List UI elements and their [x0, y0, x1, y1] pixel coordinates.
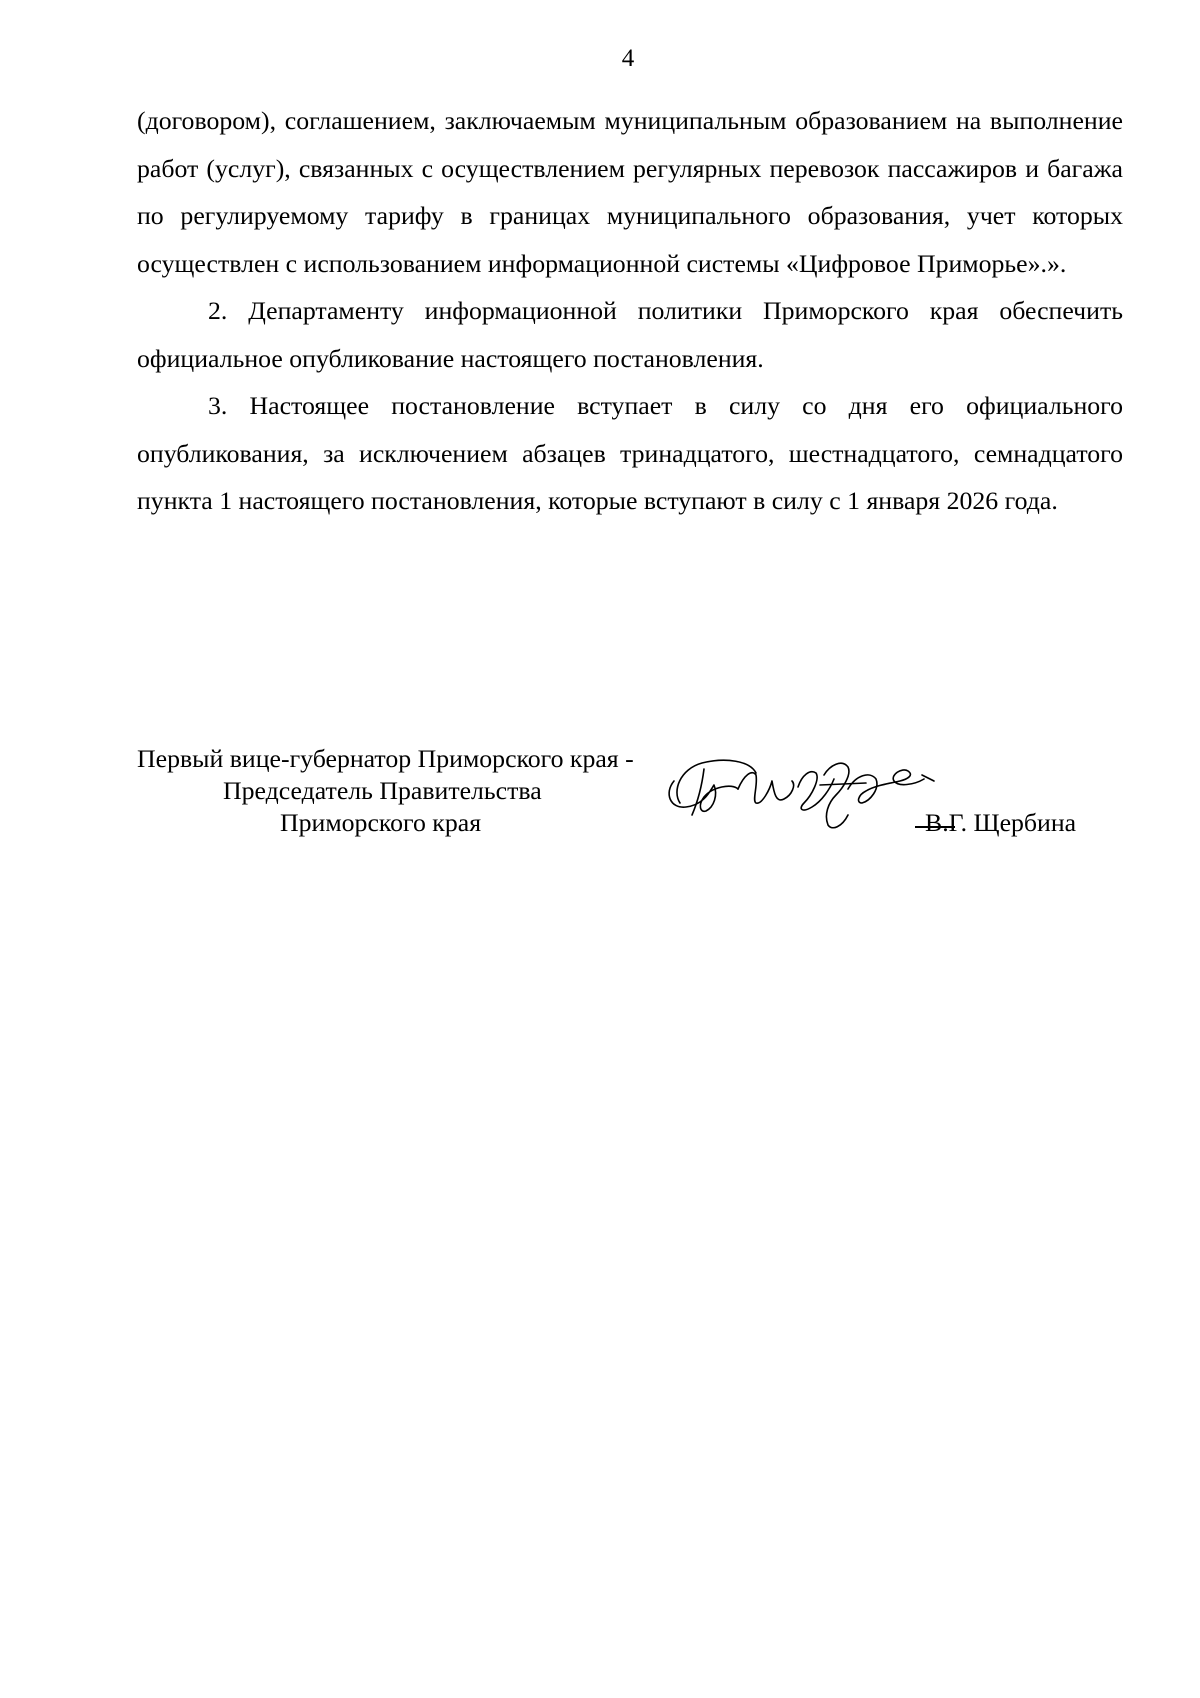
handwritten-signature: [652, 745, 942, 850]
signer-position-line-3: Приморского края: [280, 808, 482, 837]
signer-name: В.Г. Щербина: [925, 808, 1077, 837]
paragraph-continuation: (договором), соглашением, заключаемым муниципальным образованием на выполнение работ (услуг), связанных с осуществлением регулярных перевозок пассажиров и багажа по регулируемому тарифу в границах муниципального образования, учет которых осуществлен с использованием информационной системы «Цифровое Приморье».».: [137, 106, 1123, 278]
page-number: 4: [621, 45, 635, 72]
paragraph-item-3: 3. Настоящее постановление вступает в силу со дня его официального опубликования, за исключением абзацев тринадцатого, шестнадцатого, семнадцатого пункта 1 настоящего постановления, которые вступают в силу с 1 января 2026 года.: [137, 391, 1123, 515]
signature-block: [137, 743, 1127, 853]
document-body: [137, 97, 1123, 525]
paragraph-item-2: 2. Департаменту информационной политики Приморского края обеспечить официальное опубликование настоящего постановления.: [137, 296, 1123, 373]
signer-position-line-2: Председатель Правительства: [223, 776, 542, 805]
signer-position-line-1: Первый вице-губернатор Приморского края -: [137, 744, 634, 773]
